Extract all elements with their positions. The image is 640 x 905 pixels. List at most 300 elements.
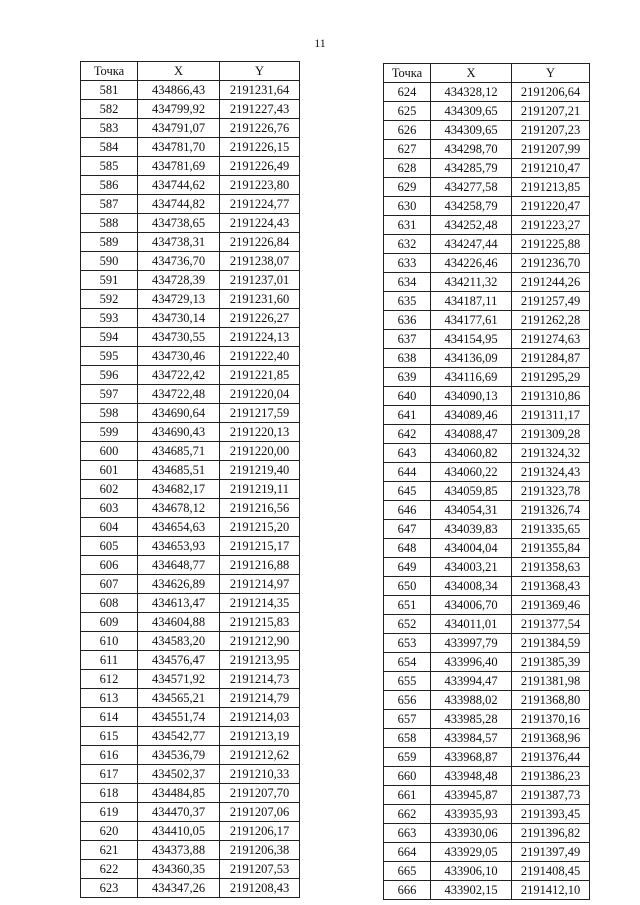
table-row [384, 729, 590, 748]
cell-point: 611 [81, 651, 138, 670]
table-row [384, 178, 590, 197]
cell-point: 651 [384, 596, 431, 615]
cell-y: 2191206,17 [220, 822, 300, 841]
cell-x: 434258,79 [431, 197, 512, 216]
cell-point: 613 [81, 689, 138, 708]
cell-y: 2191206,38 [220, 841, 300, 860]
cell-point: 583 [81, 119, 138, 138]
cell-x: 433996,40 [431, 653, 512, 672]
table-row [384, 140, 590, 159]
cell-y: 2191220,00 [220, 442, 300, 461]
table-row [384, 349, 590, 368]
table-row [81, 271, 300, 290]
cell-point: 632 [384, 235, 431, 254]
cell-point: 647 [384, 520, 431, 539]
cell-x: 434089,46 [431, 406, 512, 425]
cell-x: 434690,64 [138, 404, 220, 423]
cell-y: 2191323,78 [512, 482, 590, 501]
cell-point: 625 [384, 102, 431, 121]
table-row [81, 689, 300, 708]
cell-x: 434722,48 [138, 385, 220, 404]
cell-y: 2191214,73 [220, 670, 300, 689]
cell-x: 434791,07 [138, 119, 220, 138]
cell-x: 434678,12 [138, 499, 220, 518]
cell-point: 627 [384, 140, 431, 159]
cell-y: 2191311,17 [512, 406, 590, 425]
cell-x: 434648,77 [138, 556, 220, 575]
cell-x: 434136,09 [431, 349, 512, 368]
cell-x: 433988,02 [431, 691, 512, 710]
cell-y: 2191274,63 [512, 330, 590, 349]
cell-point: 589 [81, 233, 138, 252]
cell-y: 2191226,27 [220, 309, 300, 328]
table-row [384, 121, 590, 140]
table-row [384, 558, 590, 577]
table-row [81, 81, 300, 100]
table-row [384, 615, 590, 634]
cell-y: 2191220,47 [512, 197, 590, 216]
table-row [81, 727, 300, 746]
table-header-row [384, 64, 590, 83]
cell-point: 642 [384, 425, 431, 444]
column-header-y: Y [220, 62, 300, 81]
cell-point: 610 [81, 632, 138, 651]
cell-y: 2191384,59 [512, 634, 590, 653]
cell-y: 2191214,35 [220, 594, 300, 613]
cell-x: 434277,58 [431, 178, 512, 197]
cell-y: 2191215,17 [220, 537, 300, 556]
cell-point: 662 [384, 805, 431, 824]
cell-x: 434583,20 [138, 632, 220, 651]
cell-y: 2191324,32 [512, 444, 590, 463]
cell-point: 592 [81, 290, 138, 309]
cell-x: 434360,35 [138, 860, 220, 879]
cell-point: 600 [81, 442, 138, 461]
table-row [384, 273, 590, 292]
cell-y: 2191210,33 [220, 765, 300, 784]
cell-y: 2191309,28 [512, 425, 590, 444]
cell-point: 652 [384, 615, 431, 634]
table-row [384, 824, 590, 843]
cell-x: 434285,79 [431, 159, 512, 178]
cell-y: 2191208,43 [220, 879, 300, 898]
cell-y: 2191220,04 [220, 385, 300, 404]
table-row [81, 138, 300, 157]
cell-point: 612 [81, 670, 138, 689]
cell-x: 434738,65 [138, 214, 220, 233]
cell-point: 614 [81, 708, 138, 727]
cell-x: 434653,93 [138, 537, 220, 556]
cell-y: 2191207,23 [512, 121, 590, 140]
cell-x: 433968,87 [431, 748, 512, 767]
cell-point: 602 [81, 480, 138, 499]
cell-y: 2191207,21 [512, 102, 590, 121]
cell-x: 434470,37 [138, 803, 220, 822]
cell-y: 2191368,80 [512, 691, 590, 710]
column-header-point: Точка [81, 62, 138, 81]
cell-point: 631 [384, 216, 431, 235]
table-row [384, 577, 590, 596]
cell-y: 2191262,28 [512, 311, 590, 330]
table-row [384, 311, 590, 330]
cell-x: 434542,77 [138, 727, 220, 746]
column-header-x: X [138, 62, 220, 81]
cell-point: 621 [81, 841, 138, 860]
table-row [384, 596, 590, 615]
cell-point: 590 [81, 252, 138, 271]
table-row [81, 404, 300, 423]
table-row [384, 463, 590, 482]
cell-point: 637 [384, 330, 431, 349]
cell-y: 2191385,39 [512, 653, 590, 672]
cell-point: 633 [384, 254, 431, 273]
cell-y: 2191219,11 [220, 480, 300, 499]
table-row [384, 254, 590, 273]
cell-y: 2191412,10 [512, 881, 590, 900]
cell-y: 2191377,54 [512, 615, 590, 634]
cell-point: 636 [384, 311, 431, 330]
table-row [81, 290, 300, 309]
table-row [81, 879, 300, 898]
cell-x: 434003,21 [431, 558, 512, 577]
cell-y: 2191368,96 [512, 729, 590, 748]
cell-point: 655 [384, 672, 431, 691]
cell-point: 650 [384, 577, 431, 596]
cell-point: 587 [81, 195, 138, 214]
table-row [384, 406, 590, 425]
cell-x: 434054,31 [431, 501, 512, 520]
page-number: 11 [314, 36, 326, 50]
table-row [384, 672, 590, 691]
table-row [384, 159, 590, 178]
cell-y: 2191370,16 [512, 710, 590, 729]
table-row [384, 767, 590, 786]
cell-y: 2191216,88 [220, 556, 300, 575]
cell-y: 2191226,49 [220, 157, 300, 176]
cell-y: 2191214,03 [220, 708, 300, 727]
cell-y: 2191215,20 [220, 518, 300, 537]
table-row [81, 119, 300, 138]
cell-x: 434730,46 [138, 347, 220, 366]
cell-x: 433935,93 [431, 805, 512, 824]
cell-y: 2191231,64 [220, 81, 300, 100]
cell-x: 434187,11 [431, 292, 512, 311]
cell-point: 605 [81, 537, 138, 556]
table-row [81, 594, 300, 613]
cell-x: 434781,70 [138, 138, 220, 157]
cell-x: 434730,55 [138, 328, 220, 347]
cell-y: 2191237,01 [220, 271, 300, 290]
table-row [384, 216, 590, 235]
table-row [384, 748, 590, 767]
cell-y: 2191213,95 [220, 651, 300, 670]
table-row [81, 423, 300, 442]
cell-point: 664 [384, 843, 431, 862]
cell-point: 649 [384, 558, 431, 577]
cell-point: 646 [384, 501, 431, 520]
cell-y: 2191221,85 [220, 366, 300, 385]
cell-x: 434008,34 [431, 577, 512, 596]
cell-x: 434781,69 [138, 157, 220, 176]
cell-x: 433948,48 [431, 767, 512, 786]
cell-y: 2191227,43 [220, 100, 300, 119]
cell-y: 2191225,88 [512, 235, 590, 254]
table-row [81, 214, 300, 233]
column-header-point: Точка [384, 64, 431, 83]
table-row [384, 387, 590, 406]
cell-y: 2191216,56 [220, 499, 300, 518]
cell-x: 434484,85 [138, 784, 220, 803]
cell-point: 615 [81, 727, 138, 746]
table-row [81, 328, 300, 347]
table-row [81, 347, 300, 366]
table-row [81, 822, 300, 841]
cell-point: 588 [81, 214, 138, 233]
table-row [384, 881, 590, 900]
cell-x: 434252,48 [431, 216, 512, 235]
cell-point: 616 [81, 746, 138, 765]
cell-x: 433930,06 [431, 824, 512, 843]
cell-x: 434059,85 [431, 482, 512, 501]
cell-point: 598 [81, 404, 138, 423]
cell-x: 434298,70 [431, 140, 512, 159]
cell-y: 2191355,84 [512, 539, 590, 558]
cell-x: 433997,79 [431, 634, 512, 653]
cell-point: 606 [81, 556, 138, 575]
table-row [81, 233, 300, 252]
cell-x: 434211,32 [431, 273, 512, 292]
cell-x: 434744,62 [138, 176, 220, 195]
cell-x: 434744,82 [138, 195, 220, 214]
cell-y: 2191335,65 [512, 520, 590, 539]
cell-x: 434004,04 [431, 539, 512, 558]
table-row [81, 100, 300, 119]
cell-point: 597 [81, 385, 138, 404]
cell-y: 2191224,43 [220, 214, 300, 233]
cell-y: 2191213,19 [220, 727, 300, 746]
cell-x: 434060,82 [431, 444, 512, 463]
cell-y: 2191226,15 [220, 138, 300, 157]
cell-point: 653 [384, 634, 431, 653]
cell-point: 663 [384, 824, 431, 843]
cell-x: 434626,89 [138, 575, 220, 594]
table-row [384, 501, 590, 520]
table-row [384, 197, 590, 216]
table-row [81, 746, 300, 765]
table-row [81, 708, 300, 727]
table-header-row [81, 62, 300, 81]
cell-point: 628 [384, 159, 431, 178]
cell-x: 434866,43 [138, 81, 220, 100]
column-header-x: X [431, 64, 512, 83]
cell-y: 2191387,73 [512, 786, 590, 805]
table-row [81, 442, 300, 461]
cell-y: 2191207,06 [220, 803, 300, 822]
cell-x: 434654,63 [138, 518, 220, 537]
table-row [81, 537, 300, 556]
table-row [384, 368, 590, 387]
cell-x: 434410,05 [138, 822, 220, 841]
cell-x: 434685,51 [138, 461, 220, 480]
cell-point: 634 [384, 273, 431, 292]
cell-point: 648 [384, 539, 431, 558]
cell-point: 626 [384, 121, 431, 140]
table-row [81, 176, 300, 195]
table-row [384, 330, 590, 349]
table-row [81, 461, 300, 480]
table-row [81, 195, 300, 214]
cell-point: 584 [81, 138, 138, 157]
cell-y: 2191376,44 [512, 748, 590, 767]
cell-x: 434247,44 [431, 235, 512, 254]
cell-y: 2191214,97 [220, 575, 300, 594]
cell-point: 594 [81, 328, 138, 347]
cell-y: 2191212,62 [220, 746, 300, 765]
table-row [81, 613, 300, 632]
table-row [384, 691, 590, 710]
cell-point: 640 [384, 387, 431, 406]
table-row [81, 784, 300, 803]
table-row [81, 860, 300, 879]
cell-point: 658 [384, 729, 431, 748]
table-row [81, 385, 300, 404]
cell-y: 2191236,70 [512, 254, 590, 273]
cell-x: 434736,70 [138, 252, 220, 271]
cell-y: 2191396,82 [512, 824, 590, 843]
table-row [81, 803, 300, 822]
table-row [384, 710, 590, 729]
cell-x: 434551,74 [138, 708, 220, 727]
cell-point: 618 [81, 784, 138, 803]
cell-y: 2191210,47 [512, 159, 590, 178]
table-row [384, 805, 590, 824]
cell-y: 2191381,98 [512, 672, 590, 691]
cell-point: 665 [384, 862, 431, 881]
cell-x: 434729,13 [138, 290, 220, 309]
table-row [81, 651, 300, 670]
cell-x: 434738,31 [138, 233, 220, 252]
cell-y: 2191238,07 [220, 252, 300, 271]
table-row [384, 102, 590, 121]
table-row [384, 539, 590, 558]
table-row [81, 366, 300, 385]
table-row [81, 309, 300, 328]
cell-x: 434571,92 [138, 670, 220, 689]
cell-y: 2191219,40 [220, 461, 300, 480]
cell-x: 434565,21 [138, 689, 220, 708]
table-row [81, 575, 300, 594]
coordinates-table-right [383, 63, 590, 900]
table-row [384, 843, 590, 862]
cell-y: 2191207,99 [512, 140, 590, 159]
cell-x: 433945,87 [431, 786, 512, 805]
cell-y: 2191223,80 [220, 176, 300, 195]
cell-x: 434309,65 [431, 102, 512, 121]
cell-point: 604 [81, 518, 138, 537]
cell-x: 433902,15 [431, 881, 512, 900]
cell-x: 434347,26 [138, 879, 220, 898]
cell-point: 593 [81, 309, 138, 328]
table-row [81, 556, 300, 575]
cell-y: 2191231,60 [220, 290, 300, 309]
cell-x: 434006,70 [431, 596, 512, 615]
table-row [384, 520, 590, 539]
cell-y: 2191226,84 [220, 233, 300, 252]
cell-x: 434088,47 [431, 425, 512, 444]
cell-y: 2191226,76 [220, 119, 300, 138]
cell-point: 623 [81, 879, 138, 898]
table-row [384, 482, 590, 501]
cell-y: 2191222,40 [220, 347, 300, 366]
cell-point: 656 [384, 691, 431, 710]
cell-x: 434060,22 [431, 463, 512, 482]
cell-point: 638 [384, 349, 431, 368]
table-row [81, 765, 300, 784]
cell-point: 644 [384, 463, 431, 482]
cell-x: 434685,71 [138, 442, 220, 461]
cell-y: 2191214,79 [220, 689, 300, 708]
cell-point: 622 [81, 860, 138, 879]
cell-y: 2191310,86 [512, 387, 590, 406]
cell-y: 2191324,43 [512, 463, 590, 482]
cell-x: 434090,13 [431, 387, 512, 406]
cell-x: 434011,01 [431, 615, 512, 634]
cell-y: 2191386,23 [512, 767, 590, 786]
cell-x: 434682,17 [138, 480, 220, 499]
cell-point: 601 [81, 461, 138, 480]
table-row [384, 444, 590, 463]
cell-x: 433929,05 [431, 843, 512, 862]
cell-y: 2191393,45 [512, 805, 590, 824]
table-row [384, 292, 590, 311]
table-row [81, 252, 300, 271]
cell-y: 2191284,87 [512, 349, 590, 368]
cell-x: 434328,12 [431, 83, 512, 102]
cell-x: 433906,10 [431, 862, 512, 881]
cell-point: 643 [384, 444, 431, 463]
cell-point: 582 [81, 100, 138, 119]
cell-point: 654 [384, 653, 431, 672]
cell-x: 434722,42 [138, 366, 220, 385]
cell-point: 629 [384, 178, 431, 197]
table-row [81, 670, 300, 689]
cell-point: 641 [384, 406, 431, 425]
coordinates-table-left [80, 61, 300, 898]
cell-x: 434039,83 [431, 520, 512, 539]
cell-x: 434613,47 [138, 594, 220, 613]
cell-x: 434116,69 [431, 368, 512, 387]
cell-y: 2191213,85 [512, 178, 590, 197]
cell-point: 659 [384, 748, 431, 767]
cell-y: 2191215,83 [220, 613, 300, 632]
cell-x: 434690,43 [138, 423, 220, 442]
cell-y: 2191212,90 [220, 632, 300, 651]
cell-y: 2191220,13 [220, 423, 300, 442]
cell-x: 434576,47 [138, 651, 220, 670]
cell-y: 2191369,46 [512, 596, 590, 615]
cell-x: 434226,46 [431, 254, 512, 273]
cell-x: 433984,57 [431, 729, 512, 748]
cell-y: 2191295,29 [512, 368, 590, 387]
table-row [384, 862, 590, 881]
cell-point: 581 [81, 81, 138, 100]
cell-x: 434728,39 [138, 271, 220, 290]
cell-point: 660 [384, 767, 431, 786]
table-row [81, 841, 300, 860]
cell-y: 2191397,49 [512, 843, 590, 862]
cell-x: 434373,88 [138, 841, 220, 860]
cell-point: 607 [81, 575, 138, 594]
